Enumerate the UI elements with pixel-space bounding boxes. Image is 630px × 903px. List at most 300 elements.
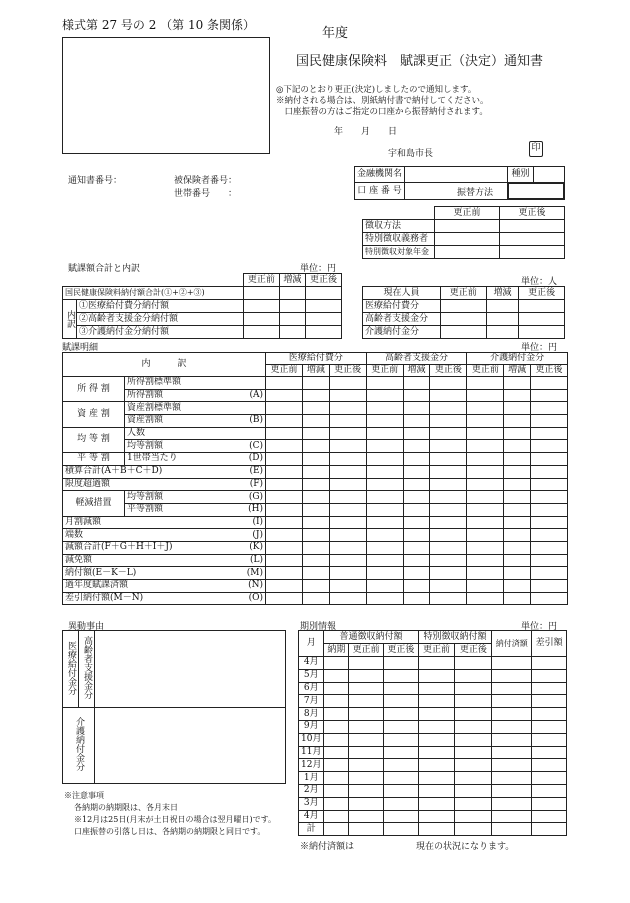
row-code: (E) xyxy=(249,466,264,477)
table-row xyxy=(299,784,567,797)
value-cell xyxy=(366,529,403,542)
value-cell xyxy=(349,810,384,823)
value-cell xyxy=(266,491,303,504)
group-label: 均 等 割 xyxy=(63,427,125,452)
value-cell xyxy=(303,377,330,390)
value-cell xyxy=(467,592,504,605)
summary-item: ③介護納付金分納付額 xyxy=(77,326,244,339)
value-cell xyxy=(329,503,366,516)
month-cell: 7月 xyxy=(299,695,324,708)
value-cell xyxy=(349,784,384,797)
value-cell xyxy=(349,823,384,836)
value-cell xyxy=(329,415,366,428)
table-row xyxy=(299,733,567,746)
value-cell xyxy=(532,695,567,708)
value-cell xyxy=(492,772,532,785)
value-cell xyxy=(418,772,455,785)
value-cell xyxy=(504,529,531,542)
value-cell xyxy=(418,682,455,695)
table-row xyxy=(63,567,568,580)
value-cell xyxy=(324,772,349,785)
value-cell xyxy=(455,772,492,785)
value-cell xyxy=(349,720,384,733)
col-after: 更正後 xyxy=(305,274,341,287)
table-row xyxy=(63,516,568,529)
value-cell xyxy=(504,567,531,580)
row-code: (N) xyxy=(248,580,264,591)
month-cell: 3月 xyxy=(299,797,324,810)
value-cell xyxy=(329,453,366,466)
household-number-label: 世帯番号 ： xyxy=(174,189,238,199)
group-label: 軽減措置 xyxy=(63,491,125,516)
value-cell xyxy=(430,415,467,428)
col-change: 増減 xyxy=(279,274,305,287)
paid-note: ※納付済額は xyxy=(300,842,355,852)
value-cell xyxy=(366,541,403,554)
reason-c: 介護納付金分 xyxy=(74,717,84,771)
value-cell xyxy=(418,784,455,797)
value-cell xyxy=(324,759,349,772)
value-cell xyxy=(266,377,303,390)
due-header: 納期 xyxy=(324,644,349,657)
row-label: 限度超過額 xyxy=(65,478,111,489)
table-row xyxy=(299,759,567,772)
table-row xyxy=(299,772,567,785)
value-cell xyxy=(455,823,492,836)
value-cell xyxy=(324,720,349,733)
value-cell xyxy=(467,377,504,390)
table-row xyxy=(299,708,567,721)
detail-header: 内 訳 xyxy=(63,353,266,377)
value-cell xyxy=(266,478,303,491)
change-reason-title: 異動事由 xyxy=(68,622,105,632)
value-cell xyxy=(430,554,467,567)
value-cell xyxy=(467,427,504,440)
table-row xyxy=(63,580,568,593)
table-row xyxy=(299,810,567,823)
notice-number-label: 通知書番号： xyxy=(68,176,123,186)
mayor-name: 宇和島市長 xyxy=(388,149,434,159)
notes-line: ※12月は25日(月末が土日祝日の場合は翌月曜日)です。 xyxy=(74,815,276,824)
value-cell xyxy=(366,377,403,390)
value-cell xyxy=(266,592,303,605)
value-cell xyxy=(266,389,303,402)
table-row xyxy=(299,720,567,733)
row-label: 所得割額 xyxy=(127,390,164,401)
table-row xyxy=(63,440,568,453)
value-cell xyxy=(504,415,531,428)
value-cell xyxy=(532,708,567,721)
value-cell xyxy=(329,541,366,554)
row-label: 資産割標準額 xyxy=(127,402,182,413)
value-cell xyxy=(430,478,467,491)
value-cell xyxy=(504,389,531,402)
value-cell xyxy=(329,377,366,390)
value-cell xyxy=(303,427,330,440)
notes-line: 各納期の納期限は、各月末日 xyxy=(74,803,178,812)
value-cell xyxy=(455,810,492,823)
month-cell: 8月 xyxy=(299,708,324,721)
value-cell xyxy=(324,657,349,670)
row-label: 平等割額 xyxy=(127,504,164,515)
method-label: 振替方法 xyxy=(457,188,494,198)
value-cell xyxy=(430,541,467,554)
value-cell xyxy=(492,810,532,823)
value-cell xyxy=(403,503,430,516)
status-note: 現在の状況になります。 xyxy=(416,842,515,852)
value-cell xyxy=(266,580,303,593)
row-code: (I) xyxy=(252,516,264,527)
value-cell xyxy=(504,377,531,390)
value-cell xyxy=(384,759,419,772)
row-code: (L) xyxy=(250,554,264,565)
table-row xyxy=(63,389,568,402)
value-cell xyxy=(384,797,419,810)
table-row xyxy=(63,541,568,554)
value-cell xyxy=(349,759,384,772)
value-cell xyxy=(455,759,492,772)
value-cell xyxy=(324,695,349,708)
value-cell xyxy=(455,797,492,810)
month-cell: 計 xyxy=(299,823,324,836)
value-cell xyxy=(366,516,403,529)
value-cell xyxy=(303,516,330,529)
collection-row: 特別徴収義務者 xyxy=(363,233,435,246)
value-cell xyxy=(455,784,492,797)
value-cell xyxy=(403,541,430,554)
value-cell xyxy=(384,810,419,823)
row-code: (H) xyxy=(248,504,264,515)
value-cell xyxy=(324,708,349,721)
col-after: 更正後 xyxy=(455,644,492,657)
value-cell xyxy=(530,529,567,542)
group-label: 資 産 割 xyxy=(63,402,125,427)
table-row xyxy=(63,453,568,466)
value-cell xyxy=(418,759,455,772)
value-cell xyxy=(455,669,492,682)
value-cell xyxy=(418,746,455,759)
value-cell xyxy=(403,415,430,428)
value-cell xyxy=(418,708,455,721)
value-cell xyxy=(492,682,532,695)
table-row xyxy=(63,592,568,605)
row-code: (O) xyxy=(248,593,264,604)
value-cell xyxy=(384,772,419,785)
fiscal-year-label: 年度 xyxy=(322,26,349,41)
value-cell xyxy=(504,453,531,466)
value-cell xyxy=(329,478,366,491)
value-cell xyxy=(324,823,349,836)
month-cell: 5月 xyxy=(299,669,324,682)
value-cell xyxy=(303,478,330,491)
value-cell xyxy=(530,402,567,415)
row-code: (B) xyxy=(249,415,264,426)
row-code: (J) xyxy=(252,529,264,540)
value-cell xyxy=(504,402,531,415)
value-cell xyxy=(532,746,567,759)
value-cell xyxy=(303,453,330,466)
value-cell xyxy=(532,657,567,670)
row-label: 減額合計(F＋G＋H＋I＋J) xyxy=(65,542,173,553)
value-cell xyxy=(504,503,531,516)
notes-title: ※注意事項 xyxy=(64,791,104,800)
value-cell xyxy=(418,657,455,670)
value-cell xyxy=(530,440,567,453)
value-cell xyxy=(303,554,330,567)
normal-header: 普通徴収納付額 xyxy=(324,631,418,644)
value-cell xyxy=(418,720,455,733)
collection-row: 特別徴収対象年金 xyxy=(363,246,435,259)
table-row xyxy=(63,402,568,415)
value-cell xyxy=(349,669,384,682)
value-cell xyxy=(430,491,467,504)
col-change: 増減 xyxy=(403,365,430,377)
row-label: 端数 xyxy=(65,529,84,540)
col-after: 更正後 xyxy=(500,207,565,220)
special-header: 特別徴収納付額 xyxy=(418,631,492,644)
value-cell xyxy=(418,733,455,746)
persons-unit: 単位：人 xyxy=(521,277,558,287)
value-cell xyxy=(530,415,567,428)
value-cell xyxy=(532,823,567,836)
value-cell xyxy=(403,580,430,593)
row-code: (G) xyxy=(248,491,264,502)
value-cell xyxy=(384,708,419,721)
notice-line-3: 口座振替の方はご指定の口座から振替納付されます。 xyxy=(276,107,488,117)
value-cell xyxy=(492,708,532,721)
month-cell: 4月 xyxy=(299,657,324,670)
value-cell xyxy=(418,823,455,836)
col-after: 更正後 xyxy=(530,365,567,377)
value-cell xyxy=(532,772,567,785)
table-row xyxy=(63,427,568,440)
value-cell xyxy=(504,440,531,453)
value-cell xyxy=(467,580,504,593)
value-cell xyxy=(303,580,330,593)
value-cell xyxy=(329,440,366,453)
value-cell xyxy=(349,657,384,670)
value-cell xyxy=(504,554,531,567)
value-cell xyxy=(329,580,366,593)
table-row xyxy=(299,695,567,708)
table-row xyxy=(63,491,568,504)
value-cell xyxy=(403,389,430,402)
row-label: 均等割額 xyxy=(127,440,164,451)
value-cell xyxy=(403,529,430,542)
col-before: 更正前 xyxy=(467,365,504,377)
value-cell xyxy=(418,797,455,810)
value-cell xyxy=(329,402,366,415)
value-cell xyxy=(430,529,467,542)
value-cell xyxy=(455,695,492,708)
value-cell xyxy=(384,823,419,836)
address-box xyxy=(62,37,270,154)
value-cell xyxy=(532,810,567,823)
insured-number-label: 被保険者番号： xyxy=(174,176,238,186)
value-cell xyxy=(384,746,419,759)
value-cell xyxy=(329,529,366,542)
value-cell xyxy=(324,733,349,746)
value-cell xyxy=(366,440,403,453)
value-cell xyxy=(467,529,504,542)
value-cell xyxy=(504,516,531,529)
value-cell xyxy=(532,733,567,746)
value-cell xyxy=(530,389,567,402)
detail-unit: 単位：円 xyxy=(521,343,558,353)
value-cell xyxy=(349,746,384,759)
value-cell xyxy=(504,580,531,593)
issue-date: 年 月 日 xyxy=(334,127,398,137)
diff-header: 差引額 xyxy=(532,631,567,657)
col-before: 更正前 xyxy=(435,207,500,220)
table-row xyxy=(299,682,567,695)
value-cell xyxy=(324,810,349,823)
value-cell xyxy=(329,516,366,529)
value-cell xyxy=(266,516,303,529)
bank-name-label: 金融機関名 xyxy=(355,167,405,183)
value-cell xyxy=(403,440,430,453)
value-cell xyxy=(303,440,330,453)
value-cell xyxy=(492,720,532,733)
value-cell xyxy=(430,427,467,440)
value-cell xyxy=(303,465,330,478)
value-cell xyxy=(329,465,366,478)
value-cell xyxy=(366,491,403,504)
value-cell xyxy=(384,720,419,733)
value-cell xyxy=(266,554,303,567)
month-cell: 11月 xyxy=(299,746,324,759)
row-label: 1世帯当たり xyxy=(127,453,178,464)
type-label: 種別 xyxy=(508,167,534,183)
value-cell xyxy=(530,503,567,516)
col-change: 増減 xyxy=(504,365,531,377)
value-cell xyxy=(403,592,430,605)
row-label: 積算合計(A＋B＋C＋D) xyxy=(65,466,163,477)
value-cell xyxy=(266,567,303,580)
value-cell xyxy=(366,402,403,415)
summary-table xyxy=(62,273,342,339)
row-code: (D) xyxy=(248,453,264,464)
value-cell xyxy=(430,402,467,415)
value-cell xyxy=(530,516,567,529)
value-cell xyxy=(266,529,303,542)
value-cell xyxy=(504,592,531,605)
value-cell xyxy=(366,580,403,593)
value-cell xyxy=(532,759,567,772)
value-cell xyxy=(430,377,467,390)
col-change: 増減 xyxy=(486,287,519,300)
reason-b: 高齢者支援金分 xyxy=(82,636,92,699)
value-cell xyxy=(492,695,532,708)
value-cell xyxy=(492,657,532,670)
row-label: 均等割額 xyxy=(127,491,164,502)
value-cell xyxy=(384,682,419,695)
value-cell xyxy=(349,733,384,746)
group-label: 所 得 割 xyxy=(63,377,125,402)
form-number: 様式第 27 号の 2 （第 10 条関係） xyxy=(62,18,256,32)
value-cell xyxy=(349,772,384,785)
value-cell xyxy=(384,733,419,746)
col-before: 更正前 xyxy=(441,287,487,300)
value-cell xyxy=(324,682,349,695)
notice-line-1: ◎下記のとおり更正(決定)しましたので通知します。 xyxy=(276,85,477,95)
month-cell: 6月 xyxy=(299,682,324,695)
persons-header: 現在人員 xyxy=(363,287,441,300)
value-cell xyxy=(467,541,504,554)
period-unit: 単位：円 xyxy=(521,622,558,632)
value-cell xyxy=(492,784,532,797)
breakdown-label: 内訳 xyxy=(63,300,77,339)
col-before: 更正前 xyxy=(366,365,403,377)
value-cell xyxy=(384,695,419,708)
value-cell xyxy=(324,669,349,682)
value-cell xyxy=(303,402,330,415)
month-cell: 9月 xyxy=(299,720,324,733)
value-cell xyxy=(430,567,467,580)
value-cell xyxy=(403,377,430,390)
summary-unit: 単位：円 xyxy=(300,264,337,274)
value-cell xyxy=(324,784,349,797)
table-row xyxy=(63,415,568,428)
change-reason-table xyxy=(62,630,286,784)
table-row xyxy=(63,377,568,390)
group-header: 介護納付金分 xyxy=(467,353,568,365)
col-after: 更正後 xyxy=(329,365,366,377)
value-cell xyxy=(403,402,430,415)
value-cell xyxy=(467,516,504,529)
row-label: 資産割額 xyxy=(127,415,164,426)
value-cell xyxy=(403,427,430,440)
value-cell xyxy=(384,669,419,682)
month-header: 月 xyxy=(299,631,324,657)
value-cell xyxy=(430,389,467,402)
value-cell xyxy=(430,453,467,466)
value-cell xyxy=(366,567,403,580)
value-cell xyxy=(303,503,330,516)
col-after: 更正後 xyxy=(519,287,565,300)
value-cell xyxy=(418,695,455,708)
value-cell xyxy=(530,478,567,491)
value-cell xyxy=(329,592,366,605)
value-cell xyxy=(467,389,504,402)
row-label: 減免額 xyxy=(65,554,93,565)
value-cell xyxy=(403,453,430,466)
value-cell xyxy=(266,541,303,554)
value-cell xyxy=(349,708,384,721)
month-cell: 12月 xyxy=(299,759,324,772)
notice-text xyxy=(276,85,489,118)
value-cell xyxy=(492,733,532,746)
col-before: 更正前 xyxy=(243,274,279,287)
value-cell xyxy=(492,823,532,836)
value-cell xyxy=(403,491,430,504)
value-cell xyxy=(532,669,567,682)
value-cell xyxy=(349,797,384,810)
value-cell xyxy=(403,478,430,491)
value-cell xyxy=(504,465,531,478)
summary-title: 賦課額合計と内訳 xyxy=(68,264,141,274)
value-cell xyxy=(455,708,492,721)
account-no-label: 口 座 番 号 xyxy=(355,183,405,200)
value-cell xyxy=(532,682,567,695)
value-cell xyxy=(403,516,430,529)
value-cell xyxy=(303,529,330,542)
value-cell xyxy=(349,695,384,708)
value-cell xyxy=(430,503,467,516)
value-cell xyxy=(403,567,430,580)
value-cell xyxy=(266,453,303,466)
value-cell xyxy=(366,389,403,402)
